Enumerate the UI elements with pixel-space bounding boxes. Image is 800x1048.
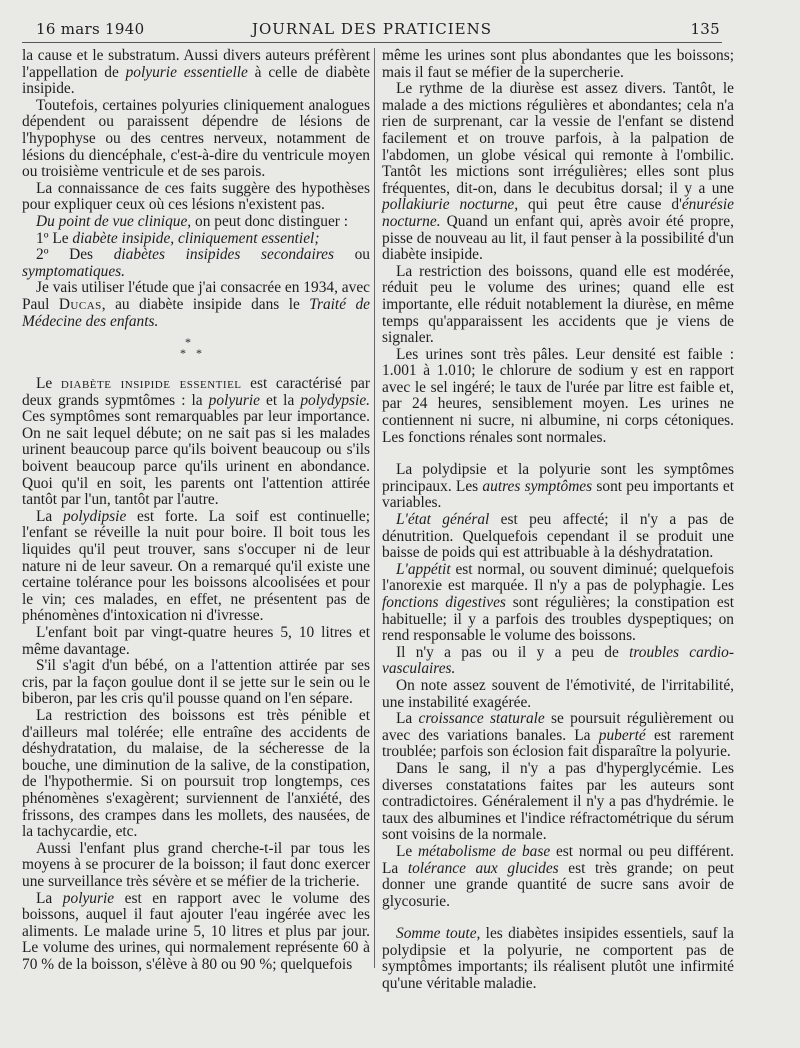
paragraph: même les urines sont plus abondantes que les boissons; mais il faut se méfier de la supercherie. — [382, 47, 734, 81]
paragraph: La polyurie est en rapport avec le volume des boissons, auquel il faut ajouter l'eau ingérée avec les aliments. Le malade urine 5, 10 litres et plus par jour. Le volume des urines, qui normalement représente 60 à 70 % de la boisson, s'élève à 80 ou 90 %; quelquefois — [22, 889, 370, 973]
column-divider — [374, 48, 375, 968]
running-header — [22, 20, 722, 43]
section-asterism: * * * — [180, 335, 202, 361]
list-item: 2º Des diabètes insipides secondaires ou symptomatiques. — [22, 246, 370, 280]
right-column — [382, 48, 734, 993]
paragraph: La polydipsie est forte. La soif est continuelle; l'enfant se réveille la nuit pour boire. Il boit tous les liquides qu'il peut trouver, sans s'occuper ni de leur nature ni de leur saveur. On a remarqué qu'il existe une certaine tolérance pour les boissons alcoolisées et pour le vin; ces malades, en effet, ne présentent pas de phénomènes d'intoxication ni d'ivresse. — [22, 507, 370, 625]
paragraph: La croissance staturale se poursuit régulièrement ou avec des variations banales. La puberté est rarement troublée; parfois son éclosion fait disparaître la polyurie. — [382, 710, 734, 761]
paragraph: Le rythme de la diurèse est assez divers. Tantôt, le malade a des mictions régulières et abondantes; cela n'a rien de surprenant, car la vessie de l'enfant se distend facilement et on trouve parfois, à la palpation de l'abdomen, un globe vésical qui remonte à l'ombilic. Tantôt les mictions sont irrégulières; elles sont plus fréquentes, dit-on, dans le decubitus dorsal; il y a une pollakiurie nocturne, qui peut être cause d'énurésie nocturne. Quand un enfant qui, après avoir été propre, pisse de nouveau au lit, il faut penser à la possibilité d'un diabète insipide. — [382, 80, 734, 264]
paragraph: Il n'y a pas ou il y a peu de troubles cardio-vasculaires. — [382, 643, 735, 678]
issue-date: 16 mars 1940 — [36, 20, 145, 38]
paragraph: la cause et le substratum. Aussi divers auteurs préfèrent l'appellation de polyurie essentielle à celle de diabète insipide. — [22, 47, 370, 98]
paragraph: Je vais utiliser l'étude que j'ai consacrée en 1934, avec Paul Ducas, au diabète insipide dans le Traité de Médecine des enfants. — [22, 279, 371, 330]
paragraph: Le métabolisme de base est normal ou peu différent. La tolérance aux glucides est très grande; on peut donner une grande quantité de sucre sans avoir de glycosurie. — [382, 842, 734, 910]
paragraph: S'il s'agit d'un bébé, on a l'attention attirée par ses cris, par la façon goulue dont il se jette sur le sein ou le biberon, par les cris qu'il pousse quand on l'en sépare. — [22, 657, 370, 708]
paragraph: Somme toute, les diabètes insipides essentiels, sauf la polydipsie et la polyurie, ne comportent pas de symptômes importants; ils réalisent plutôt une infirmité qu'une véritable maladie. — [382, 925, 734, 993]
paragraph: Dans le sang, il n'y a pas d'hyperglycémie. Les diverses constatations faites par les auteurs sont contradictoires. Généralement il n'y a pas d'hydrémie. le taux des albumines et l'indice réfractométrique du sérum sont voisins de la normale. — [382, 759, 734, 844]
paragraph: L'appétit est normal, ou souvent diminué; quelquefois l'anorexie est marquée. Il n'y a pas de polyphagie. Les fonctions digestives sont régulières; la constipation est habituelle; il y a parfois des troubles dyspeptiques; on rend responsable le volume des boissons. — [382, 560, 734, 645]
journal-title: JOURNAL DES PRATICIENS — [251, 20, 493, 38]
left-column — [22, 48, 370, 973]
paragraph: L'état général est peu affecté; il n'y a pas de dénutrition. Quelquefois cependant il se produit une baisse de poids qui est attribuable à la déshydratation. — [382, 511, 734, 562]
paragraph: Les urines sont très pâles. Leur densité est faible : 1.001 à 1.010; le chlorure de sodium y est en rapport avec le sel ingéré; le taux de l'urée par litre est faible et, par 24 heures, sensiblement moyen. Les urines ne contiennent ni sucre, ni albumine, ni corps cétoniques. Les fonctions rénales sont normales. — [382, 345, 734, 446]
page-number: 135 — [690, 20, 720, 38]
paragraph: Du point de vue clinique, on peut donc distinguer : — [36, 212, 349, 230]
paragraph: La restriction des boissons, quand elle est modérée, réduit peu le volume des urines; quand elle est importante, elle réduit notablement la diurèse, en même temps qu'apparaissent les accidents que je viens de signaler. — [382, 262, 734, 347]
paragraph: Le diabète insipide essentiel est caractérisé par deux grands sypmtômes : la polyurie et la polydypsie. Ces symptômes sont remarquables par leur importance. On ne sait lequel débute; on ne sait pas si les malades urinent beaucoup parce qu'ils boivent beaucoup ou s'ils boivent beaucoup parce qu'ils urinent en abondance. Quoi qu'il en soit, les parents ont l'attention attirée tantôt par l'un, tantôt par l'autre. — [22, 375, 370, 509]
paragraph: Aussi l'enfant plus grand cherche-t-il par tous les moyens à se procurer de la boisson; il faut donc exercer une surveillance très sévère et se méfier de la tricherie. — [22, 839, 370, 890]
paragraph: On note assez souvent de l'émotivité, de l'irritabilité, une instabilité exagérée. — [382, 676, 734, 711]
paragraph: La polydipsie et la polyurie sont les symptômes principaux. Les autres symptômes sont peu importants et variables. — [382, 461, 734, 512]
paragraph: La restriction des boissons est très pénible et d'ailleurs mal tolérée; elle entraîne des accidents de déshydratation, du malaise, de la sécheresse de la bouche, une diminution de la salive, de la constipation, de l'hypothermie. Si on poursuit trop longtemps, ces phénomènes s'exagèrent; surviennent de l'anxiété, des frissons, des crampes dans les mollets, des nausées, de la tachycardie, etc. — [22, 706, 370, 841]
paragraph: La connaissance de ces faits suggère des hypothèses pour expliquer ceux où ces lésions n'existent pas. — [22, 179, 370, 214]
paragraph: Toutefois, certaines polyuries cliniquement analogues dépendent ou paraissent dépendre de lésions de l'hypophyse ou des centres nerveux, notamment de lésions du diencéphale, c'est-à-dire du ventricule moyen ou troisième ventricule et de ses parois. — [22, 96, 370, 181]
list-item: 1º Le diabète insipide, cliniquement essentiel; — [36, 229, 320, 247]
paragraph: L'enfant boit par vingt-quatre heures 5, 10 litres et même davantage. — [22, 624, 370, 658]
